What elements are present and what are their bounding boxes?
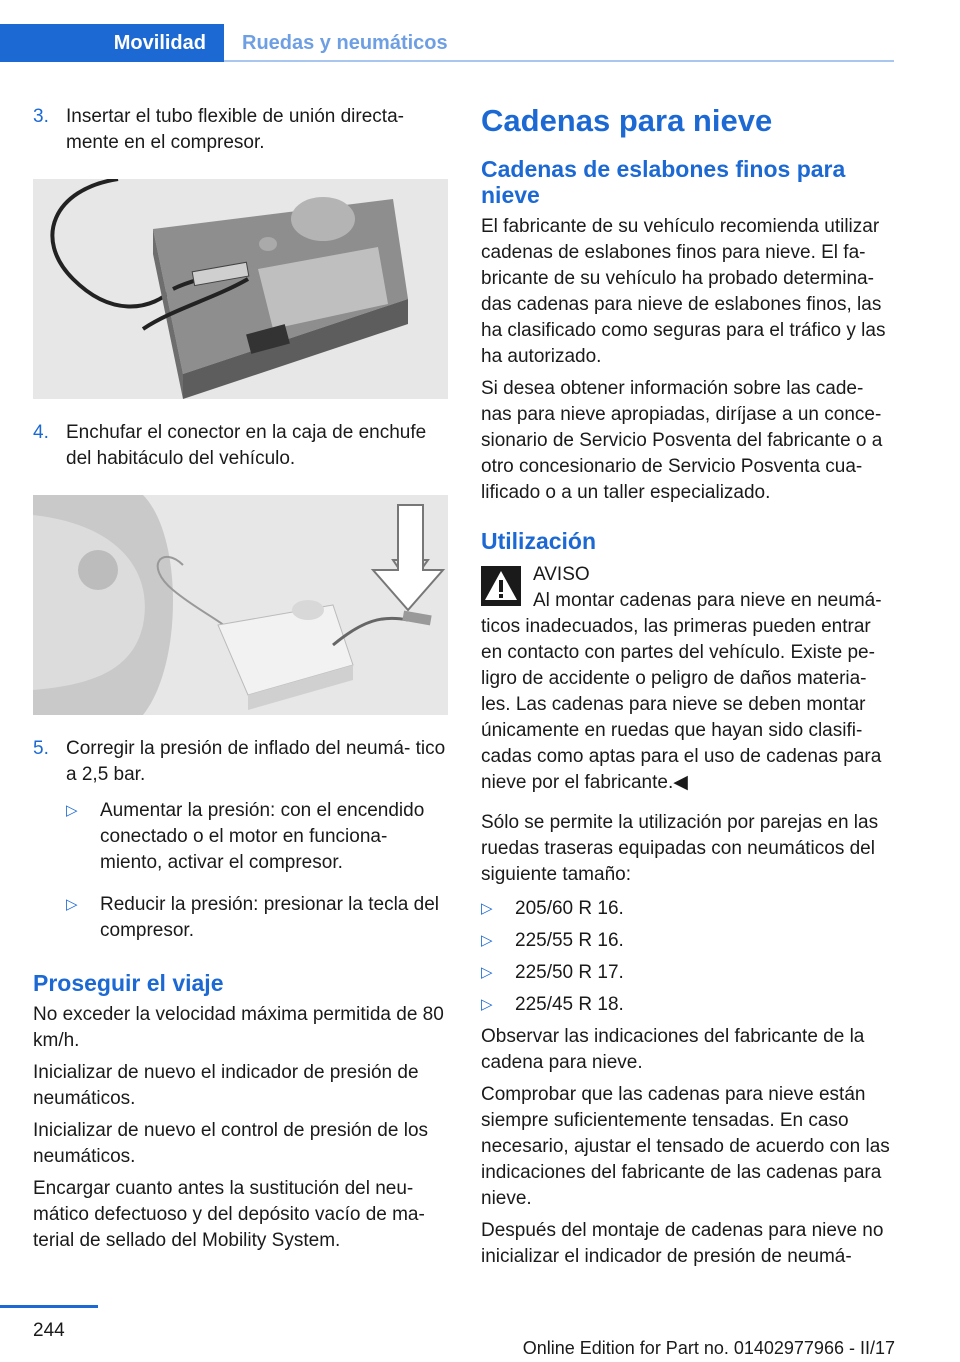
- paragraph: Después del montaje de cadenas para nieve no inicializar el indicador de presión de neumá‐: [481, 1220, 884, 1267]
- step-text: Enchufar el conector en la caja de enchufe del habitáculo del vehículo.: [66, 422, 427, 469]
- list-item: [481, 960, 895, 986]
- page-header: [0, 0, 960, 64]
- list-item: [66, 798, 448, 876]
- subsection-title-fine-chains: Cadenas de eslabones finos para nieve: [481, 156, 846, 208]
- header-tab-ruedas[interactable]: Ruedas y neumáticos: [242, 32, 448, 54]
- list-item: [481, 928, 895, 954]
- header-tab-movilidad[interactable]: Movilidad: [113, 32, 206, 54]
- list-item: [481, 896, 895, 922]
- tire-size: 225/55 R 16.: [515, 930, 624, 951]
- tire-size: 225/50 R 17.: [515, 962, 624, 983]
- step-number: 3.: [33, 106, 49, 127]
- warning-block: [481, 562, 895, 588]
- tire-size-list: [481, 896, 895, 1018]
- warning-triangle-icon: [481, 566, 521, 606]
- page-number: 244: [33, 1320, 65, 1341]
- step-number: 5.: [33, 738, 49, 759]
- footer-divider: [0, 1305, 98, 1308]
- tire-size: 205/60 R 16.: [515, 898, 624, 919]
- triangle-bullet-icon: ▷: [481, 996, 493, 1013]
- wheel-compressor-illustration: [33, 495, 448, 715]
- paragraph: Inicializar de nuevo el control de presión de los neumáticos.: [33, 1120, 429, 1167]
- section-title: Cadenas para nieve: [481, 103, 773, 138]
- paragraph: Encargar cuanto antes la sustitución del neu‐ mático defectuoso y del depósito vacío de ma‐ terial de sellado del Mobility System.: [33, 1178, 425, 1251]
- compressor-illustration: [33, 179, 448, 399]
- header-divider: [224, 60, 894, 62]
- step-4: [33, 420, 448, 472]
- paragraph: Observar las indicaciones del fabricante de la cadena para nieve.: [481, 1026, 865, 1073]
- bullet-text: Aumentar la presión: con el encendido conectado o el motor en funciona‐ miento, activar el compresor.: [100, 800, 425, 873]
- step-5: [33, 736, 448, 788]
- step-text: Corregir la presión de inflado del neumá‐ tico a 2,5 bar.: [66, 738, 446, 785]
- step-3: [33, 104, 448, 156]
- triangle-bullet-icon: ▷: [481, 900, 493, 917]
- triangle-bullet-icon: ▷: [66, 896, 78, 913]
- paragraph: No exceder la velocidad máxima permitida de 80 km/h.: [33, 1004, 444, 1051]
- connector-image: [33, 495, 448, 715]
- compressor-image: [33, 179, 448, 399]
- paragraph: Inicializar de nuevo el indicador de presión de neumáticos.: [33, 1062, 419, 1109]
- paragraph: Comprobar que las cadenas para nieve están siempre suficientemente tensadas. En caso necesario, ajustar el tensado de acuerdo con las indicaciones del fabricante de las cadenas para nieve.: [481, 1084, 890, 1209]
- triangle-bullet-icon: ▷: [481, 932, 493, 949]
- step-5-bullets: [33, 798, 448, 944]
- list-item: [66, 892, 448, 944]
- paragraph: El fabricante de su vehículo recomienda utilizar cadenas de eslabones finos para nieve. El fa‐ bricante de su vehículo ha probado determina‐ das cadenas para nieve de eslabones finos, las ha clasificado como seguras para el tráfico y las ha autorizado.: [481, 216, 886, 367]
- paragraph: Sólo se permite la utilización por parejas en las ruedas traseras equipadas con neumáticos del siguiente tamaño:: [481, 812, 879, 885]
- triangle-bullet-icon: ▷: [66, 802, 78, 819]
- warning-label: AVISO: [533, 564, 590, 585]
- warning-text: Al montar cadenas para nieve en neumá‐ ticos inadecuados, las primeras pueden entrar en contacto con partes del vehículo. Existe pe‐ ligro de accidente o peligro de daños materia‐ les. Las cadenas para nieve se deben montar únicamente en ruedas que hayan sido clasifi‐ cadas como aptas para el uso de cadenas para nieve por el fabricante.◀: [481, 590, 882, 793]
- right-column: [481, 104, 895, 1276]
- continue-heading: Proseguir el viaje: [33, 970, 224, 996]
- step-text: Insertar el tubo flexible de unión directa‐ mente en el compresor.: [66, 106, 404, 153]
- tire-size: 225/45 R 18.: [515, 994, 624, 1015]
- subsection-title-usage: Utilización: [481, 528, 597, 554]
- left-column: [33, 104, 448, 1260]
- triangle-bullet-icon: ▷: [481, 964, 493, 981]
- paragraph: Si desea obtener información sobre las cade‐ nas para nieve apropiadas, diríjase a un conce‐ sionario de Servicio Posventa del fabricante o a otro concesionario de Servicio Posventa cua‐ lificado o a un taller especializado.: [481, 378, 883, 503]
- list-item: [481, 992, 895, 1018]
- step-number: 4.: [33, 422, 49, 443]
- bullet-text: Reducir la presión: presionar la tecla del compresor.: [100, 894, 440, 941]
- edition-note: Online Edition for Part no. 01402977966 - II/17: [522, 1338, 895, 1358]
